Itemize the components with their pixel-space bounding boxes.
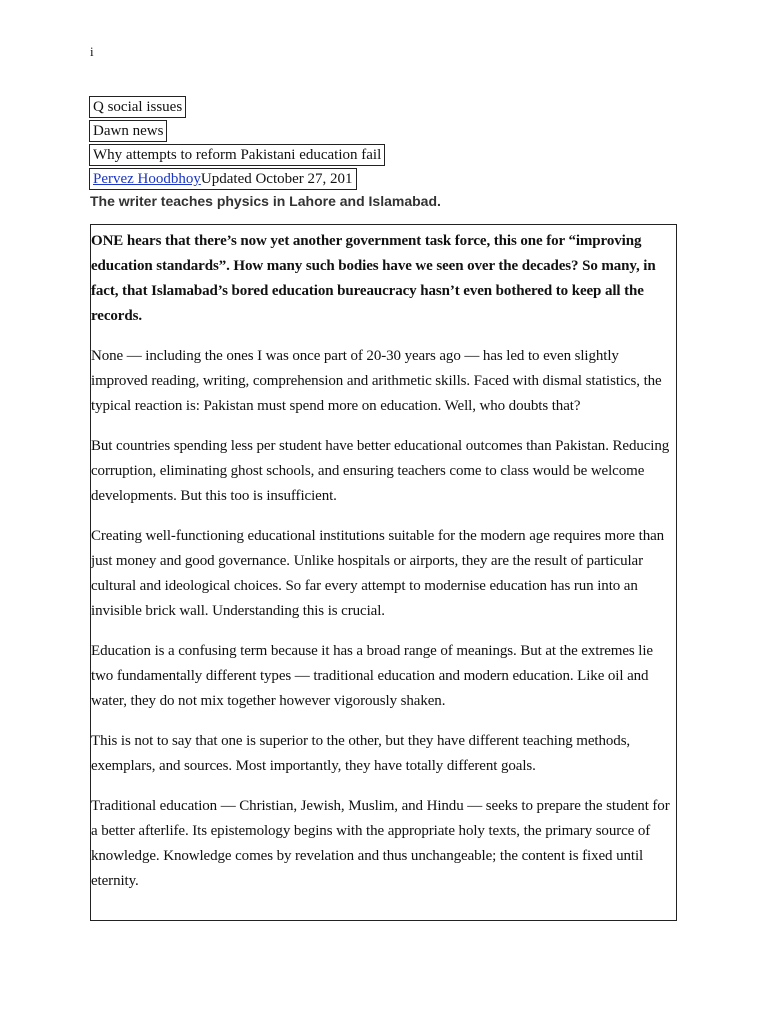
article-paragraph: But countries spending less per student have better educational outcomes than Pakistan. Reducing corruption, eliminating ghost schools, and ensuring teachers come to class would be welcome developments. But this too is insufficient.	[91, 438, 670, 504]
article-paragraph: None — including the ones I was once part of 20-30 years ago — has led to even slightly improved reading, writing, comprehension and arithmetic skills. Faced with dismal statistics, the typical reaction is: Pakistan must spend more on education. Well, who doubts that?	[91, 348, 662, 414]
headline: Why attempts to reform Pakistani education fail	[89, 144, 385, 166]
article-paragraph: Education is a confusing term because it has a broad range of meanings. But at the extremes lie two fundamentally different types — traditional education and modern education. Like oil and water, they do not mix together however vigorously shaken.	[91, 643, 653, 709]
article-paragraph: Creating well-functioning educational institutions suitable for the modern age requires more than just money and good governance. Unlike hospitals or airports, they are the result of particular cultural and ideological choices. So far every attempt to modernise education has run into an invisible brick wall. Understanding this is crucial.	[91, 528, 665, 619]
topic-label: Q social issues	[89, 96, 186, 118]
article-body	[90, 224, 677, 921]
article-paragraph: Traditional education — Christian, Jewish, Muslim, and Hindu — seeks to prepare the student for a better afterlife. Its epistemology begins with the appropriate holy texts, the primary source of knowledge. Knowledge comes by revelation and thus unchangeable; the content is fixed until eternity.	[91, 798, 670, 889]
source-label: Dawn news	[89, 120, 167, 142]
article-lead: ONE hears that there’s now yet another government task force, this one for “improving education standards”. How many such bodies have we seen over the decades? So many, in fact, that Islamabad’s bored education bureaucracy hasn’t even bothered to keep all the records.	[91, 233, 656, 324]
page-marker: i	[90, 44, 94, 59]
article-paragraph: This is not to say that one is superior to the other, but they have different teaching methods, exemplars, and sources. Most importantly, they have totally different goals.	[91, 733, 631, 774]
updated-date: Updated October 27, 201	[200, 171, 353, 187]
byline	[89, 168, 357, 190]
author-link[interactable]: Pervez Hoodbhoy	[93, 171, 201, 187]
writer-note: The writer teaches physics in Lahore and Islamabad.	[90, 193, 441, 209]
